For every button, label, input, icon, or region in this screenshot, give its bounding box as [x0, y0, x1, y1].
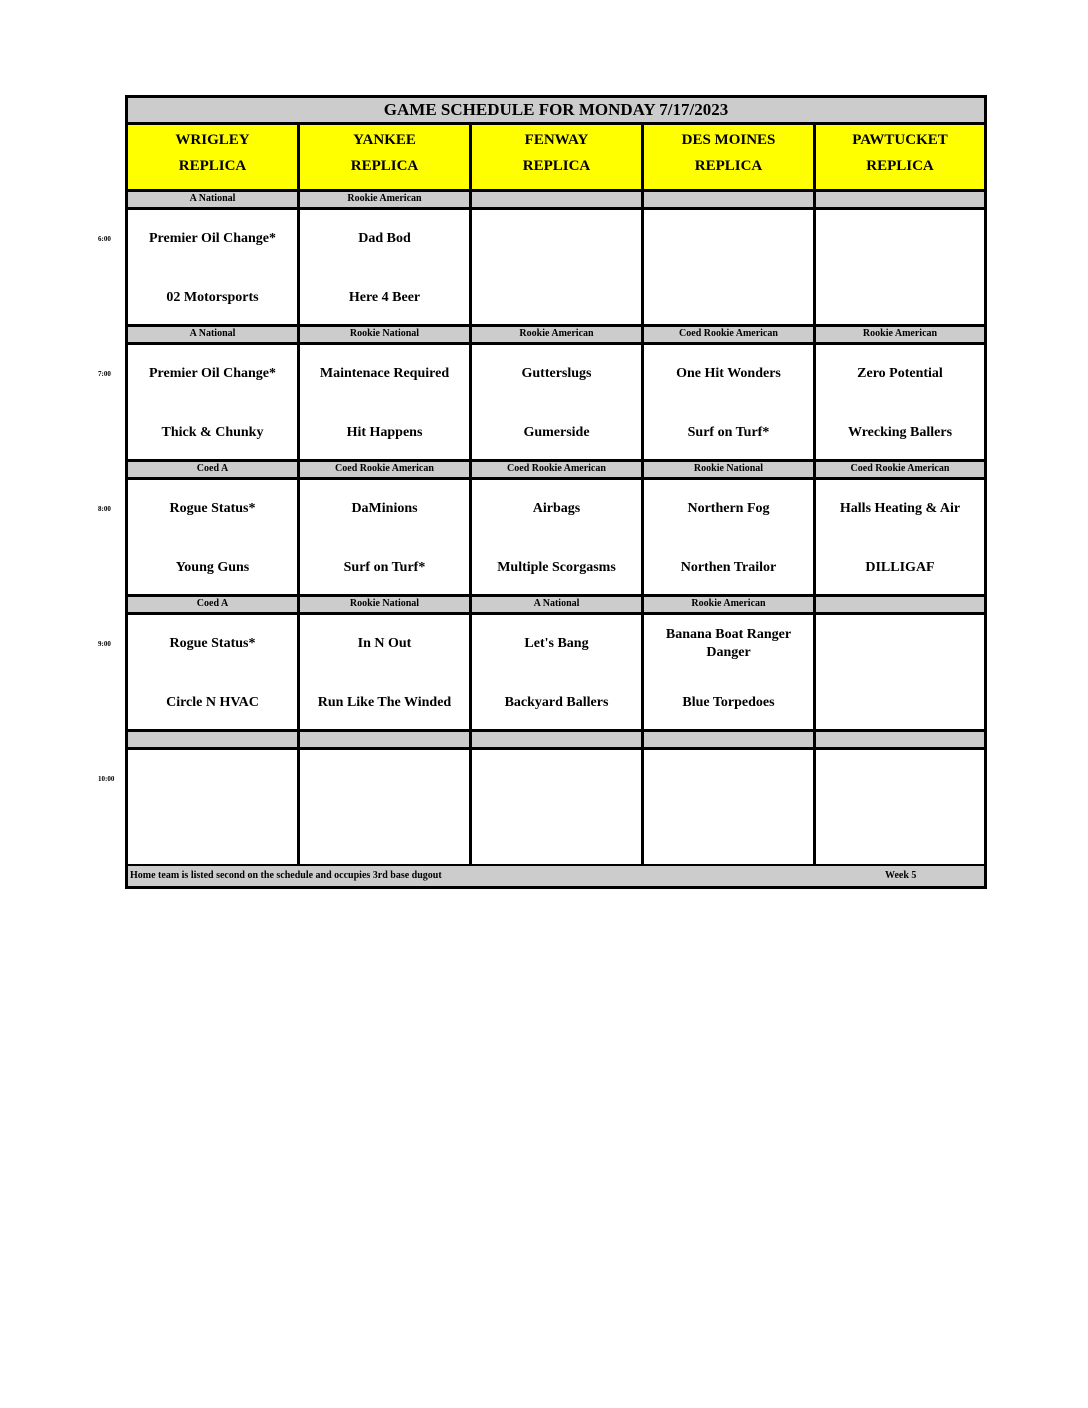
game-cell [300, 345, 469, 459]
home-team: 02 Motorsports [166, 290, 259, 305]
game-cell [472, 480, 641, 594]
game-cell [472, 750, 641, 864]
game-cell [816, 345, 984, 459]
division-label: Rookie American [472, 327, 641, 342]
home-team: Run Like The Winded [317, 695, 452, 710]
field-name: PAWTUCKET [852, 132, 948, 148]
visiting-team: Halls Heating & Air [839, 501, 961, 516]
division-label: Coed A [128, 597, 297, 612]
division-label: Rookie American [816, 327, 984, 342]
game-cell [816, 210, 984, 324]
footer-note: Home team is listed second on the schedule and occupies 3rd base dugout [130, 870, 442, 881]
division-label [472, 732, 641, 747]
game-cell [300, 480, 469, 594]
time-slot-label: 8:00 [98, 505, 111, 513]
game-cell [644, 615, 813, 729]
visiting-team: Gutterslugs [521, 366, 592, 381]
game-cell [816, 750, 984, 864]
field-name: YANKEE [353, 132, 416, 148]
visiting-team: One Hit Wonders [676, 366, 781, 381]
game-cell [128, 210, 297, 324]
visiting-team: Rogue Status* [169, 636, 256, 651]
division-label: Coed Rookie American [816, 462, 984, 477]
time-slot-label: 9:00 [98, 640, 111, 648]
division-label: Coed Rookie American [472, 462, 641, 477]
home-team: Wrecking Ballers [847, 425, 953, 440]
field-header [300, 125, 469, 189]
division-label: A National [472, 597, 641, 612]
visiting-team: Premier Oil Change* [148, 231, 277, 246]
game-cell [472, 345, 641, 459]
game-cell [816, 480, 984, 594]
field-header [816, 125, 984, 189]
game-cell [300, 210, 469, 324]
field-header [128, 125, 297, 189]
division-label [816, 192, 984, 207]
field-type: REPLICA [694, 158, 763, 174]
division-label: Coed Rookie American [300, 462, 469, 477]
division-label [644, 192, 813, 207]
field-name: DES MOINES [681, 132, 776, 148]
home-team: Surf on Turf* [687, 425, 770, 440]
game-cell [128, 615, 297, 729]
time-slot-label: 10:00 [98, 775, 115, 783]
game-cell [300, 750, 469, 864]
division-label: Rookie National [644, 462, 813, 477]
field-type: REPLICA [866, 158, 934, 174]
game-cell [644, 750, 813, 864]
division-label: Coed A [128, 462, 297, 477]
home-team: Blue Torpedoes [682, 695, 775, 710]
home-team: Thick & Chunky [161, 425, 264, 440]
division-label [644, 732, 813, 747]
game-cell [644, 345, 813, 459]
visiting-team: DaMinions [351, 501, 418, 516]
field-type: REPLICA [350, 158, 419, 174]
division-label: A National [128, 327, 297, 342]
division-label: Rookie National [300, 327, 469, 342]
division-label [816, 732, 984, 747]
division-label: Rookie National [300, 597, 469, 612]
game-cell [128, 345, 297, 459]
home-team: Circle N HVAC [166, 695, 259, 710]
home-team: Northen Trailor [680, 560, 777, 575]
home-team: Surf on Turf* [343, 560, 426, 575]
schedule-title: GAME SCHEDULE FOR MONDAY 7/17/2023 [128, 98, 984, 122]
visiting-team: Let's Bang [524, 636, 589, 651]
division-label: A National [128, 192, 297, 207]
visiting-team: Maintenace Required [319, 366, 450, 381]
visiting-team: In N Out [357, 636, 412, 651]
home-team: Young Guns [175, 560, 250, 575]
week-label: Week 5 [885, 870, 917, 881]
game-cell [128, 750, 297, 864]
time-slot-label: 7:00 [98, 370, 111, 378]
field-name: FENWAY [524, 132, 589, 148]
home-team: Here 4 Beer [348, 290, 421, 305]
visiting-team: Dad Bod [358, 231, 411, 246]
home-team: Gumerside [523, 425, 590, 440]
game-cell [644, 480, 813, 594]
division-label: Coed Rookie American [644, 327, 813, 342]
division-label [816, 597, 984, 612]
game-cell [128, 480, 297, 594]
division-label: Rookie American [644, 597, 813, 612]
field-type: REPLICA [522, 158, 591, 174]
field-type: REPLICA [178, 158, 247, 174]
division-label [128, 732, 297, 747]
field-header [472, 125, 641, 189]
visiting-team: Premier Oil Change* [148, 366, 277, 381]
game-cell [472, 615, 641, 729]
schedule-table [125, 95, 987, 889]
footer-bar [128, 866, 984, 886]
visiting-team: Rogue Status* [169, 501, 256, 516]
home-team: Hit Happens [346, 425, 423, 440]
visiting-team: Banana Boat Ranger Danger [665, 627, 792, 660]
division-label: Rookie American [300, 192, 469, 207]
game-cell [644, 210, 813, 324]
home-team: Backyard Ballers [504, 695, 609, 710]
home-team: DILLIGAF [865, 560, 935, 575]
division-label [300, 732, 469, 747]
visiting-team: Airbags [532, 501, 581, 516]
visiting-team: Zero Potential [857, 366, 943, 381]
game-cell [300, 615, 469, 729]
time-slot-label: 6:00 [98, 235, 111, 243]
visiting-team: Northern Fog [687, 501, 770, 516]
field-name: WRIGLEY [175, 132, 250, 148]
home-team: Multiple Scorgasms [497, 560, 616, 575]
game-cell [472, 210, 641, 324]
division-label [472, 192, 641, 207]
game-cell [816, 615, 984, 729]
field-header [644, 125, 813, 189]
